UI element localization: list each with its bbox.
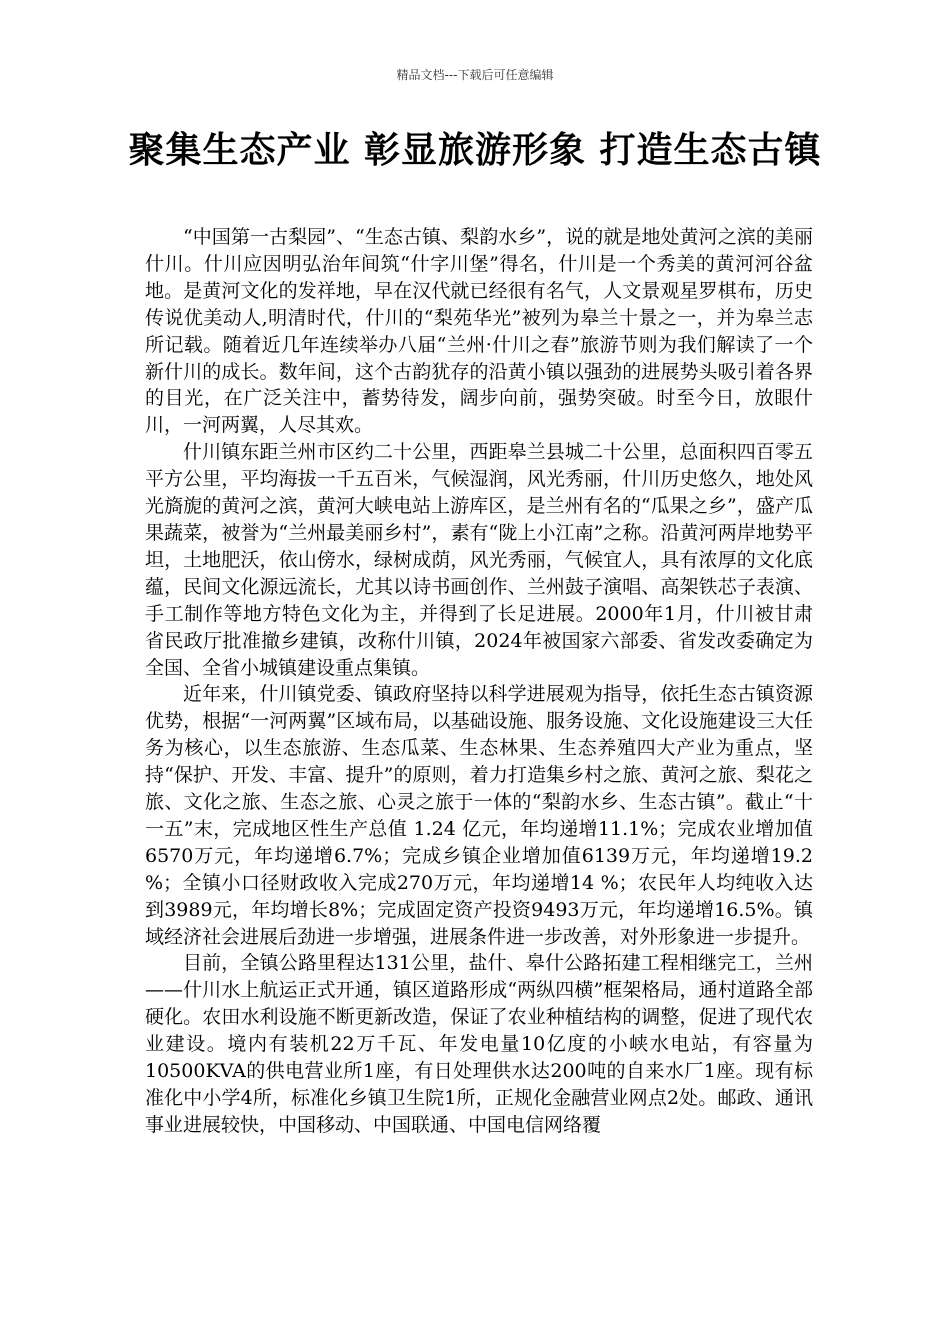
paragraph-4: 目前，全镇公路里程达131公里，盐什、皋什公路拓建工程相继完工，兰州——什川水上航运正式开通，镇区道路形成“两纵四横”框架格局，通村道路全部硬化。农田水利设施不断更新改造，保证了农业种植结构的调整，促进了现代农业建设。境内有装机22万千瓦、年发电量10亿度的小峡水电站，有容量为10500KVA的供电营业所1座，有日处理供水达200吨的自来水厂1座。现有标准化中小学4所，标准化乡镇卫生院1所，正规化金融营业网点2处。邮政、通讯事业进展较快，中国移动、中国联通、中国电信网络覆 [145,952,813,1136]
page-header: 精品文档---下载后可任意编辑 [396,68,554,82]
document-title: 聚集生态产业 彰显旅游形象 打造生态古镇 [128,130,822,171]
document-body [145,224,813,1139]
paragraph-3: 近年来，什川镇党委、镇政府坚持以科学进展观为指导，依托生态古镇资源优势，根据“一河两翼”区域布局，以基础设施、服务设施、文化设施建设三大任务为核心，以生态旅游、生态瓜菜、生态林果、生态养殖四大产业为重点，坚持“保护、开发、丰富、提升”的原则，着力打造集乡村之旅、黄河之旅、梨花之旅、文化之旅、生态之旅、心灵之旅于一体的“梨韵水乡、生态古镇”。截止“十一五”末，完成地区性生产总值 1.24 亿元，年均递增11.1%；完成农业增加值6570万元，年均递增6.7%；完成乡镇企业增加值6139万元，年均递增19.2 %；全镇小口径财政收入完成270万元，年均递增14 %；农民年人均纯收入达到3989元，年均增长8%；完成固定资产投资9493万元，年均递增16.5%。镇域经济社会进展后劲进一步增强，进展条件进一步改善，对外形象进一步提升。 [145,683,813,948]
paragraph-1: “中国第一古梨园”、“生态古镇、梨韵水乡”，说的就是地处黄河之滨的美丽什川。什川应因明弘治年间筑“什字川堡”得名，什川是一个秀美的黄河河谷盆地。是黄河文化的发祥地，早在汉代就已经很有名气，人文景观星罗棋布，历史传说优美动人,明清时代，什川的“梨苑华光”被列为皋兰十景之一，并为皋兰志所记载。随着近几年连续举办八届“兰州·什川之春”旅游节则为我们解读了一个新什川的成长。数年间，这个古韵犹存的沿黄小镇以强劲的进展势头吸引着各界的目光，在广泛关注中，蓄势待发，阔步向前，强势突破。时至今日，放眼什川，一河两翼，人尽其欢。 [145,226,813,437]
paragraph-2: 什川镇东距兰州市区约二十公里，西距皋兰县城二十公里，总面积四百零五平方公里，平均海拔一千五百米，气候湿润，风光秀丽，什川历史悠久，地处风光旖旎的黄河之滨，黄河大峡电站上游库区，是兰州有名的“瓜果之乡”，盛产瓜果蔬菜，被誉为“兰州最美丽乡村”，素有“陇上小江南”之称。沿黄河两岸地势平坦，土地肥沃，依山傍水，绿树成荫，风光秀丽，气候宜人，具有浓厚的文化底蕴，民间文化源远流长，尤其以诗书画创作、兰州鼓子演唱、高架铁芯子表演、手工制作等地方特色文化为主，并得到了长足进展。2000年1月，什川被甘肃省民政厅批准撤乡建镇，改称什川镇，2024年被国家六部委、省发改委确定为全国、全省小城镇建设重点集镇。 [145,441,813,679]
